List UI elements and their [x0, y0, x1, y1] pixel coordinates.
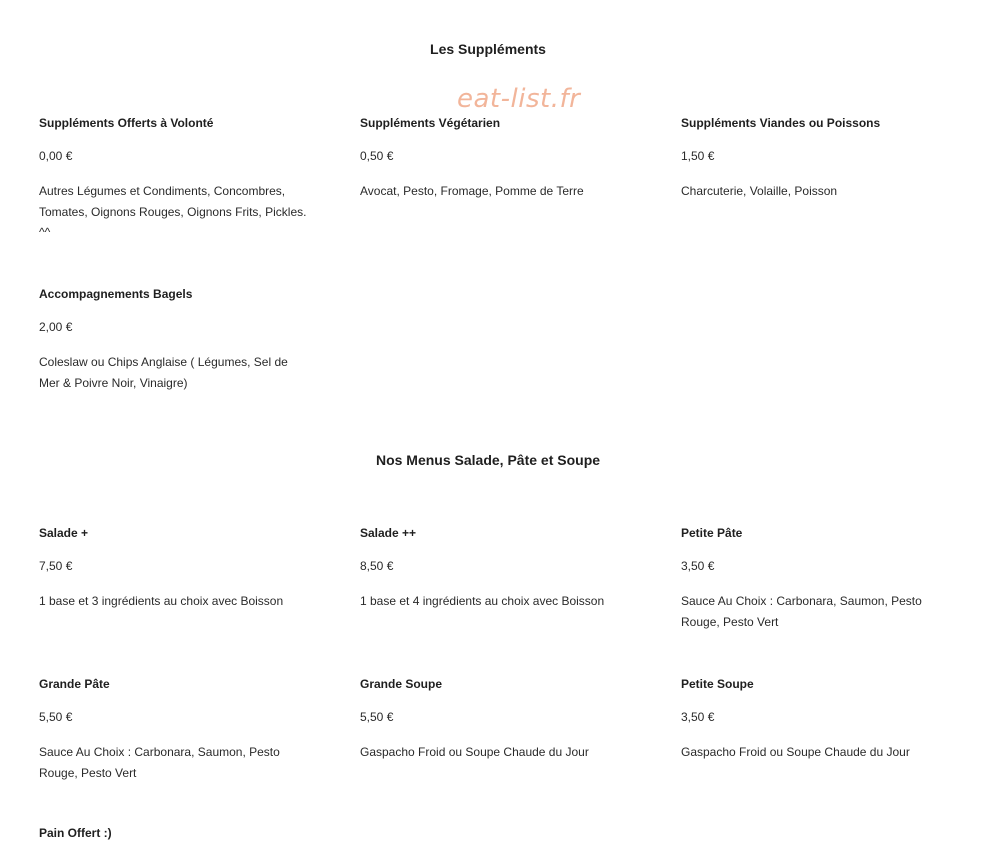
item-name: Grande Pâte [39, 677, 110, 691]
item-name: Salade ++ [360, 526, 417, 540]
section-title-supplements: Les Suppléments [430, 41, 546, 57]
item-price: 5,50 € [39, 710, 73, 724]
menu-item-grande-soupe [360, 676, 630, 763]
menu-item-salade-plus [39, 525, 309, 612]
menu-item-grande-pate [39, 676, 309, 783]
item-name: Suppléments Viandes ou Poissons [681, 116, 881, 130]
item-name: Petite Pâte [681, 526, 743, 540]
menu-item-salade-plus-plus [360, 525, 630, 612]
item-price: 8,50 € [360, 559, 394, 573]
item-name: Petite Soupe [681, 677, 754, 691]
menu-item-supplements-offerts [39, 115, 309, 243]
item-name: Accompagnements Bagels [39, 287, 193, 301]
item-price: 1,50 € [681, 149, 715, 163]
item-price: 0,50 € [360, 149, 394, 163]
item-price: 3,50 € [681, 559, 715, 573]
item-description: Gaspacho Froid ou Soupe Chaude du Jour [681, 745, 910, 759]
item-price: 7,50 € [39, 559, 73, 573]
menu-item-supplements-vegetarien [360, 115, 630, 202]
item-description: 1 base et 4 ingrédients au choix avec Boisson [360, 594, 605, 608]
section-title-menus: Nos Menus Salade, Pâte et Soupe [375, 452, 601, 468]
item-description: 1 base et 3 ingrédients au choix avec Boisson [39, 594, 284, 608]
menu-item-accompagnements-bagels [39, 286, 309, 393]
item-description: Sauce Au Choix : Carbonara, Saumon, Pesto Rouge, Pesto Vert [681, 594, 922, 629]
item-description: Autres Légumes et Condiments, Concombres, Tomates, Oignons Rouges, Oignons Frits, Pickles. ^^ [39, 184, 307, 239]
item-price: 5,50 € [360, 710, 394, 724]
item-description: Coleslaw ou Chips Anglaise ( Légumes, Sel de Mer & Poivre Noir, Vinaigre) [39, 355, 288, 390]
item-name: Salade + [39, 526, 89, 540]
watermark-logo: eat-list.fr [457, 84, 581, 114]
menu-item-petite-pate [681, 525, 951, 632]
item-description: Gaspacho Froid ou Soupe Chaude du Jour [360, 745, 589, 759]
menu-item-supplements-viandes [681, 115, 951, 202]
item-name: Suppléments Offerts à Volonté [39, 116, 214, 130]
item-price: 3,50 € [681, 710, 715, 724]
item-price: 2,00 € [39, 320, 73, 334]
menu-item-pain-offert [39, 825, 309, 841]
menu-item-petite-soupe [681, 676, 951, 763]
item-name: Suppléments Végétarien [360, 116, 501, 130]
item-name: Grande Soupe [360, 677, 443, 691]
item-description: Avocat, Pesto, Fromage, Pomme de Terre [360, 184, 584, 198]
item-price: 0,00 € [39, 149, 73, 163]
item-description: Sauce Au Choix : Carbonara, Saumon, Pesto Rouge, Pesto Vert [39, 745, 280, 780]
item-description: Charcuterie, Volaille, Poisson [681, 184, 838, 198]
item-name: Pain Offert :) [39, 826, 112, 840]
